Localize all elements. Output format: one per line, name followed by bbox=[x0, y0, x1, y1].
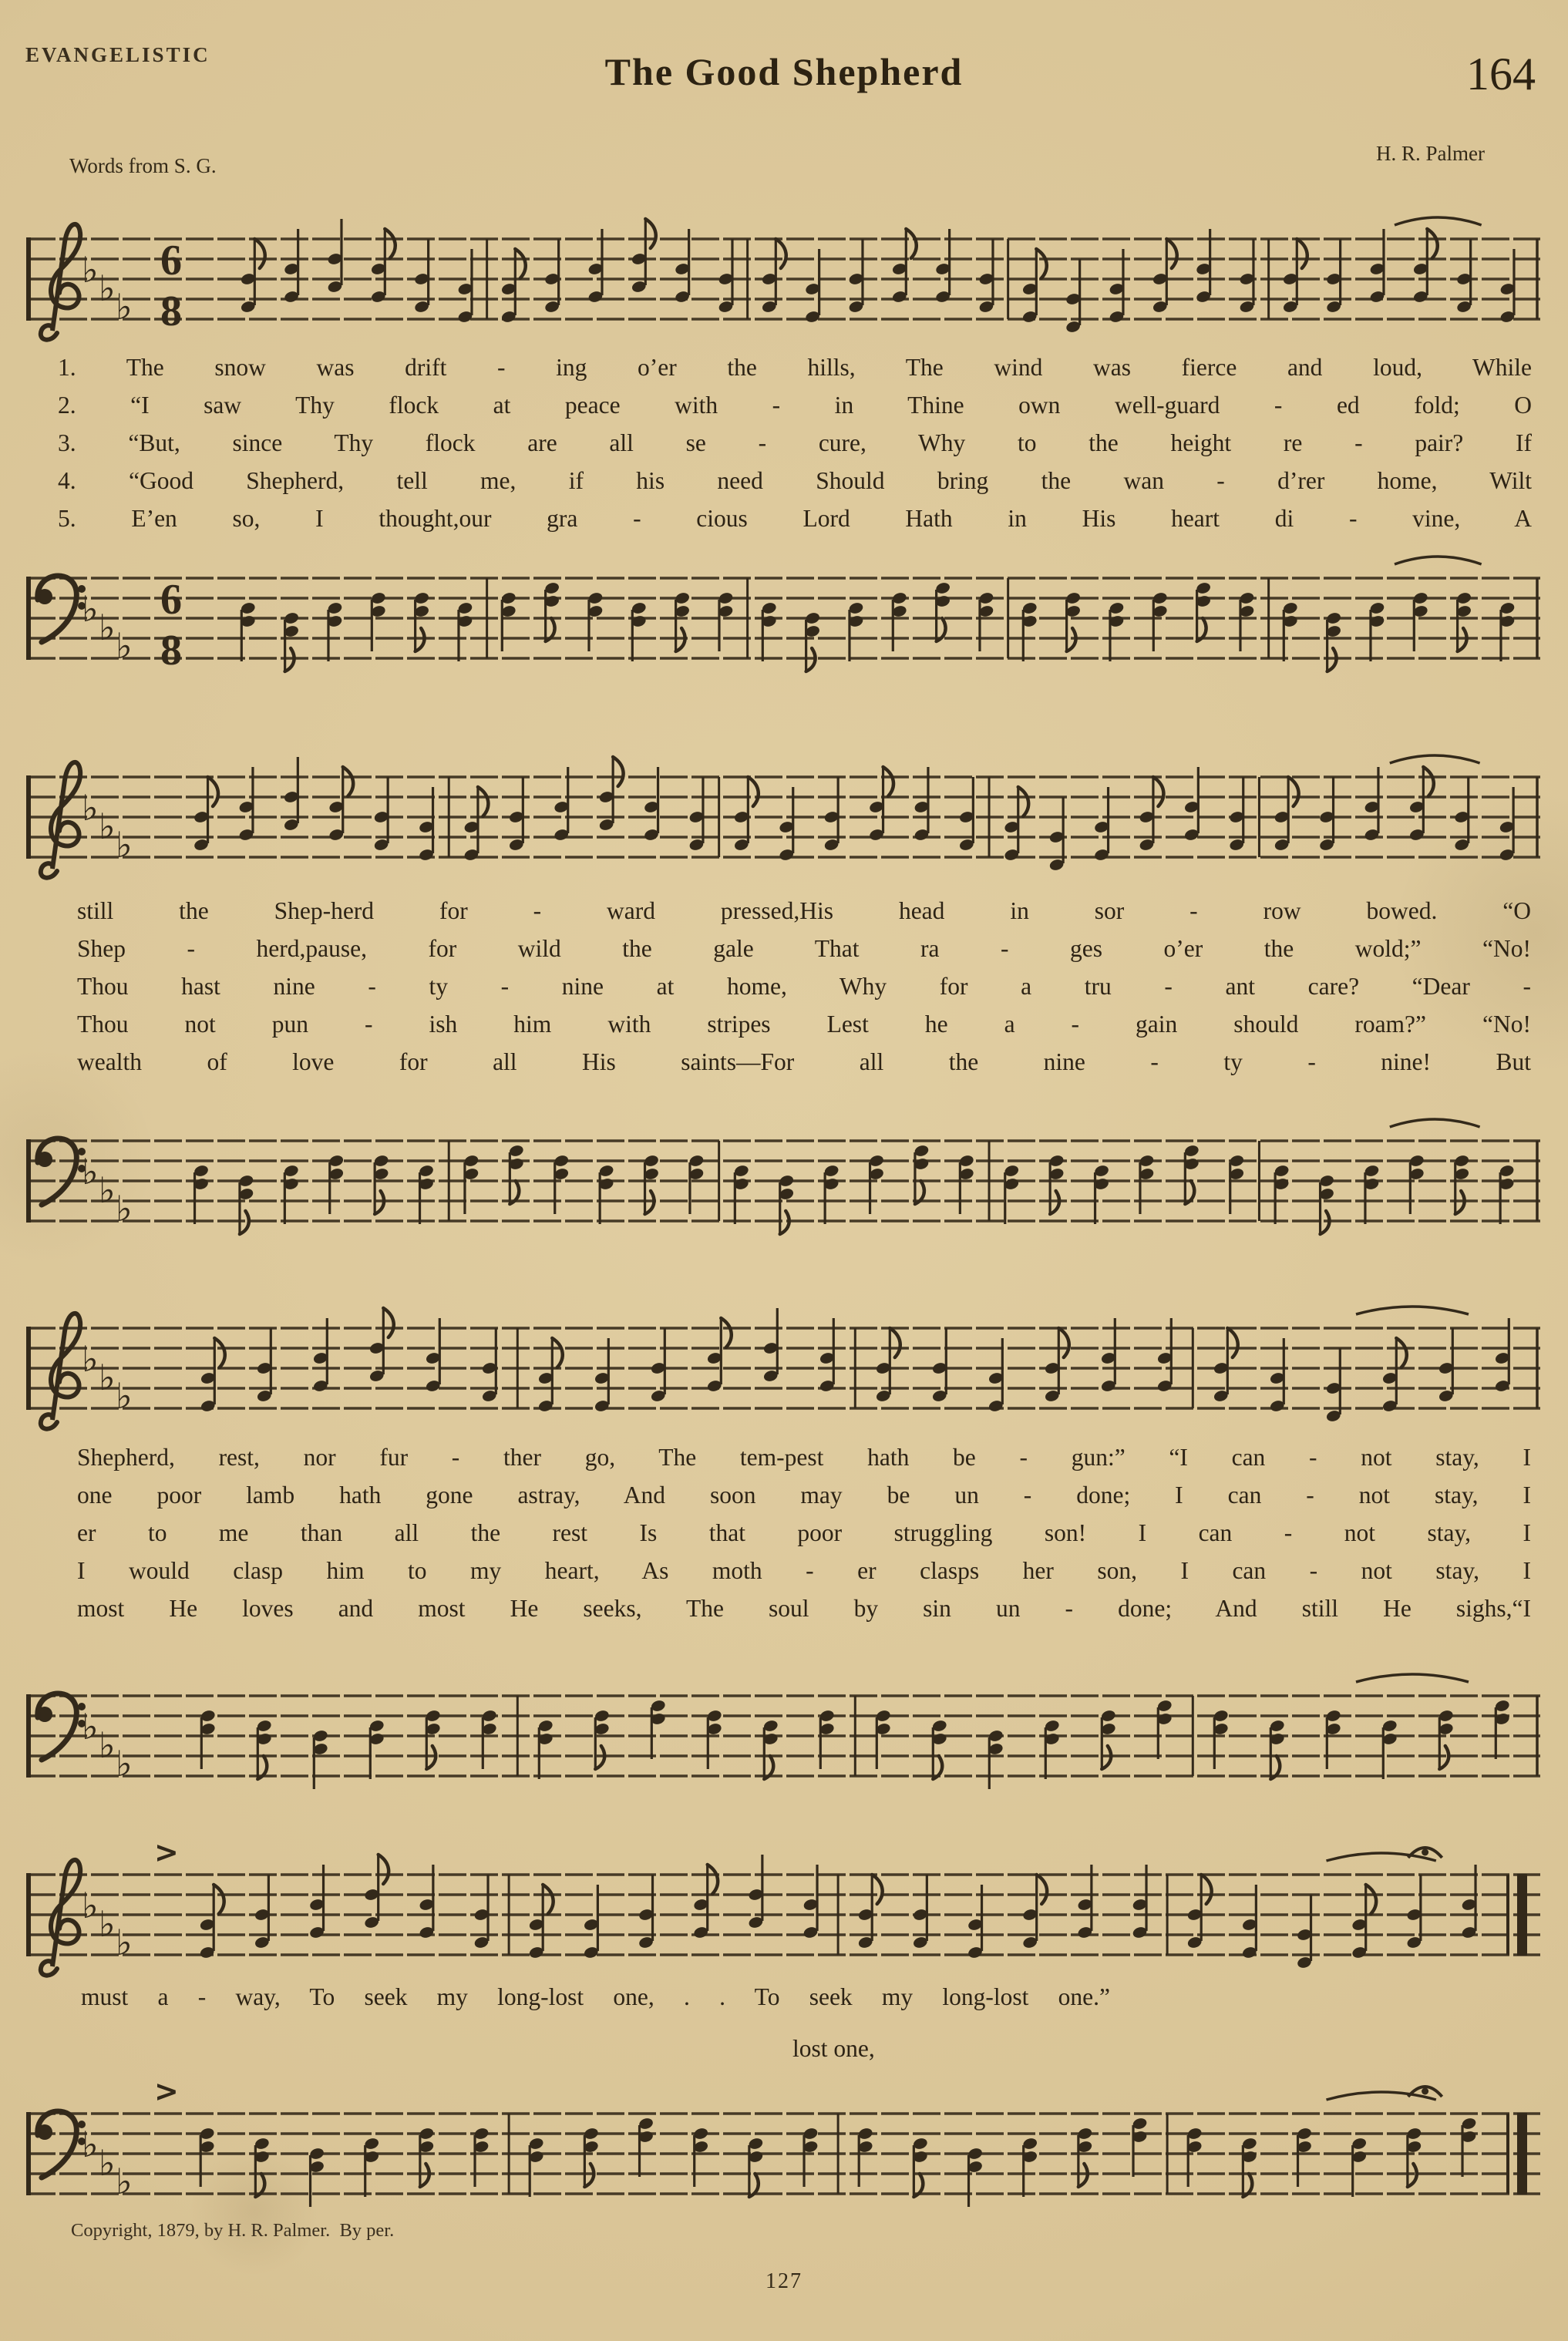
svg-text:♭: ♭ bbox=[82, 249, 99, 291]
final-verse-block bbox=[81, 1978, 1110, 2016]
svg-text:♭: ♭ bbox=[82, 787, 99, 829]
hymn-number: 164 bbox=[1466, 49, 1536, 99]
verse-line-1: still the Shep-herd for - ward pressed,His head in sor - row bowed. “O bbox=[77, 897, 1531, 924]
svg-text:♭: ♭ bbox=[82, 1338, 99, 1380]
treble-staff-1 bbox=[23, 193, 1545, 347]
composer-credit: H. R. Palmer bbox=[1376, 142, 1485, 165]
words-credit: Words from S. G. bbox=[69, 154, 217, 177]
svg-text:♭: ♭ bbox=[99, 1903, 116, 1945]
svg-text:♭: ♭ bbox=[99, 2142, 116, 2184]
svg-text:8: 8 bbox=[160, 627, 182, 674]
verse-line-5: wealth of love for all His saints—For all the nine - ty - nine! But bbox=[77, 1048, 1531, 1075]
copyright-notice: Copyright, 1879, by H. R. Palmer. By per. bbox=[71, 2220, 395, 2241]
verse-line-3: 3. “But, since Thy flock are all se - cure, Why to the height re - pair? If bbox=[58, 429, 1532, 456]
verse-line-4: 4. “Good Shepherd, tell me, if his need Should bring the wan - d’rer home, Wilt bbox=[58, 467, 1532, 494]
svg-text:♭: ♭ bbox=[99, 1724, 116, 1766]
verse-line-2: Shep - herd,pause, for wild the gale That ra - ges o’er the wold;” “No! bbox=[77, 935, 1531, 962]
svg-text:♭: ♭ bbox=[116, 1743, 133, 1784]
svg-text:8: 8 bbox=[160, 288, 182, 335]
verse-line-3: Thou hast nine - ty - nine at home, Why for a tru - ant care? “Dear - bbox=[77, 973, 1531, 1000]
page-number: 127 bbox=[765, 2269, 803, 2293]
bass-staff-4 bbox=[23, 2067, 1545, 2222]
verse-line-2: one poor lamb hath gone astray, And soon may be un - done; I can - not stay, I bbox=[77, 1482, 1531, 1509]
verse-line-4: Thou not pun - ish him with stripes Lest he a - gain should roam?” “No! bbox=[77, 1011, 1531, 1038]
svg-text:♭: ♭ bbox=[82, 2124, 99, 2165]
verse-line-5: 5. E’en so, I thought,our gra - cious Lord Hath in His heart di - vine, A bbox=[58, 505, 1532, 532]
svg-text:♭: ♭ bbox=[99, 806, 116, 847]
verse-line-1: 1. The snow was drift - ing o’er the hills, The wind was fierce and loud, While bbox=[58, 354, 1532, 381]
final-verse-line: must a - way, To seek my long-lost one, . . To seek my long-lost one.” bbox=[81, 1983, 1110, 2010]
treble-staff-4 bbox=[23, 1828, 1545, 1983]
verse-line-2: 2. “I saw Thy flock at peace with - in Thine own well-guard - ed fold; O bbox=[58, 392, 1532, 419]
svg-text:♭: ♭ bbox=[82, 1706, 99, 1747]
treble-staff-2 bbox=[23, 731, 1545, 885]
svg-text:♭: ♭ bbox=[99, 267, 116, 309]
svg-text:6: 6 bbox=[160, 237, 182, 284]
hymn-title: The Good Shepherd bbox=[604, 50, 964, 93]
svg-text:♭: ♭ bbox=[82, 1151, 99, 1192]
verse-line-5: most He loves and most He seeks, The soul by sin un - done; And still He sighs,“I bbox=[77, 1595, 1531, 1622]
verse-line-3: er to me than all the rest Is that poor struggling son! I can - not stay, I bbox=[77, 1519, 1531, 1546]
svg-text:>: > bbox=[154, 2074, 179, 2108]
verse-block-2 bbox=[77, 892, 1531, 1081]
svg-text:>: > bbox=[154, 1835, 179, 1869]
verse-block-3 bbox=[77, 1438, 1531, 1627]
bass-staff-3 bbox=[23, 1650, 1545, 1804]
svg-text:♭: ♭ bbox=[116, 625, 133, 667]
svg-text:♭: ♭ bbox=[99, 1357, 116, 1398]
echo-lyric: lost one, bbox=[792, 2035, 875, 2062]
treble-staff-3 bbox=[23, 1282, 1545, 1436]
svg-text:♭: ♭ bbox=[116, 286, 133, 328]
svg-text:♭: ♭ bbox=[82, 588, 99, 630]
svg-text:♭: ♭ bbox=[82, 1885, 99, 1926]
verse-line-4: I would clasp him to my heart, As moth - er clasps her son, I can - not stay, I bbox=[77, 1557, 1531, 1584]
svg-text:♭: ♭ bbox=[99, 607, 116, 648]
svg-text:♭: ♭ bbox=[116, 1375, 133, 1417]
section-label: EVANGELISTIC bbox=[25, 43, 210, 66]
svg-text:♭: ♭ bbox=[99, 1169, 116, 1211]
svg-text:6: 6 bbox=[160, 576, 182, 624]
bass-staff-1 bbox=[23, 532, 1545, 686]
svg-text:♭: ♭ bbox=[116, 824, 133, 866]
svg-text:♭: ♭ bbox=[116, 1922, 133, 1963]
bass-staff-2 bbox=[23, 1095, 1545, 1249]
verse-block-1 bbox=[58, 348, 1532, 537]
svg-text:♭: ♭ bbox=[116, 2161, 133, 2202]
verse-line-1: Shepherd, rest, nor fur - ther go, The tem-pest hath be - gun:” “I can - not stay, I bbox=[77, 1444, 1531, 1471]
svg-text:♭: ♭ bbox=[116, 1188, 133, 1229]
